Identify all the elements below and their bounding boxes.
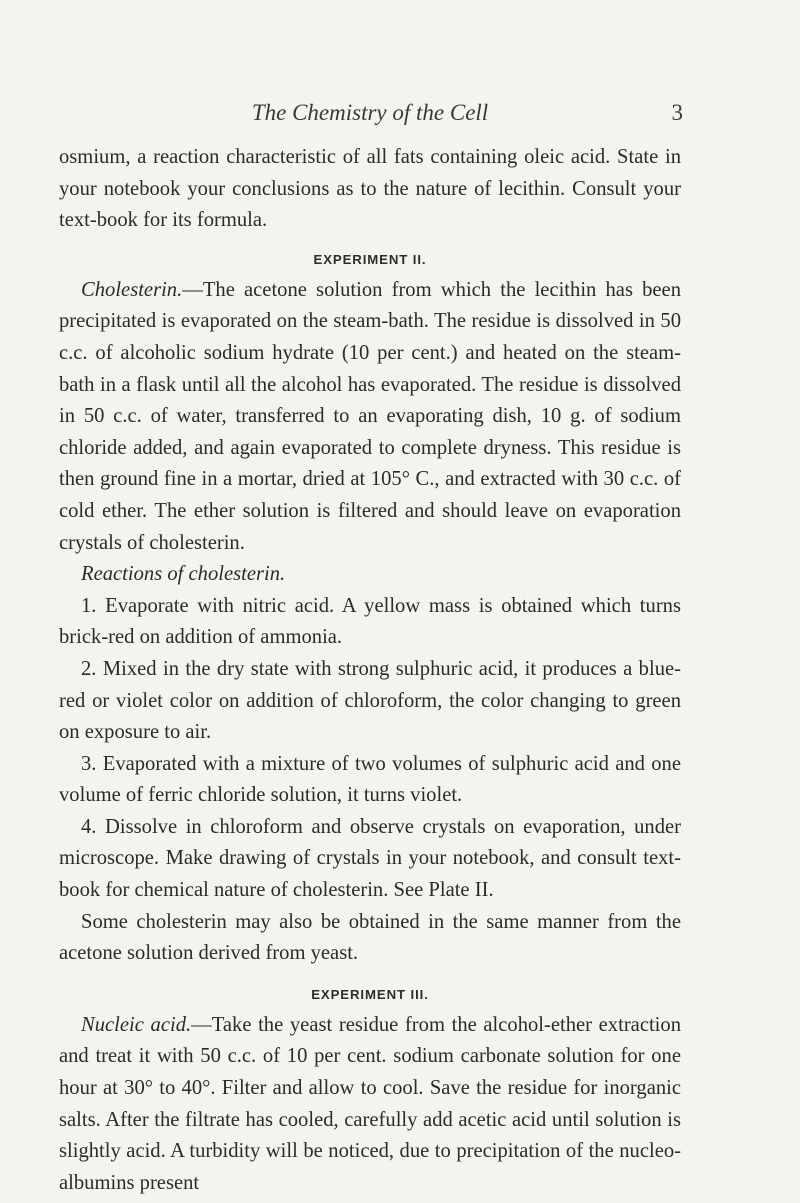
page-number: 3 bbox=[671, 100, 683, 125]
continuation-paragraph: osmium, a reaction characteristic of all fats containing oleic acid. State in your notebook your conclusions as to the nature of lecithin. Consult your text-book for its formula. bbox=[59, 146, 681, 232]
reaction-item-3: 3. Evaporated with a mixture of two volumes of sulphuric acid and one volume of ferric chloride solution, it turns violet. bbox=[59, 752, 681, 807]
reactions-heading: Reactions of cholesterin. bbox=[81, 563, 286, 586]
book-page bbox=[59, 92, 681, 1199]
reaction-item-1: 1. Evaporate with nitric acid. A yellow mass is obtained which turns brick-red on addition of ammonia. bbox=[59, 594, 681, 649]
cholesterin-lead: Cholesterin. bbox=[81, 278, 183, 301]
nucleic-acid-body: —Take the yeast residue from the alcohol-ether extraction and treat it with 50 c.c. of 10 per cent. sodium carbonate solution for one hour at 30° to 40°. Filter and allow to cool. Save the residue for inorganic salts. After the filtrate has cooled, carefully add acetic acid until solution is slightly acid. A turbidity will be noticed, due to precipitation of the nucleo-albumins present bbox=[59, 1013, 681, 1194]
reaction-item-4: 4. Dissolve in chloroform and observe crystals on evaporation, under microscope. Make drawing of crystals in your notebook, and consult text-book for chemical nature of cholesterin. See Plate II. bbox=[59, 815, 681, 902]
experiment-2-heading: EXPERIMENT II. bbox=[313, 251, 427, 267]
running-title: The Chemistry of the Cell bbox=[251, 100, 489, 125]
experiment-3-heading: EXPERIMENT III. bbox=[311, 986, 429, 1002]
cholesterin-paragraph bbox=[59, 275, 681, 559]
cholesterin-body: —The acetone solution from which the lecithin has been precipitated is evaporated on the steam-bath. The residue is dissolved in 50 c.c. of alcoholic sodium hydrate (10 per cent.) and heated on the steam-bath in a flask until all the alcohol has evaporated. The residue is dissolved in 50 c.c. of water, transferred to an evaporating dish, 10 g. of sodium chloride added, and again evaporated to complete dryness. This residue is then ground fine in a mortar, dried at 105° C., and extracted with 30 c.c. of cold ether. The ether solution is filtered and should leave on evaporation crystals of cholesterin. bbox=[59, 278, 681, 554]
nucleic-acid-paragraph bbox=[59, 1010, 681, 1200]
running-header bbox=[59, 92, 681, 132]
reaction-item-2: 2. Mixed in the dry state with strong sulphuric acid, it produces a blue-red or violet color on addition of chloroform, the color changing to green on exposure to air. bbox=[59, 657, 681, 744]
nucleic-acid-lead: Nucleic acid. bbox=[81, 1013, 192, 1036]
cholesterin-note: Some cholesterin may also be obtained in the same manner from the acetone solution derived from yeast. bbox=[59, 910, 681, 965]
